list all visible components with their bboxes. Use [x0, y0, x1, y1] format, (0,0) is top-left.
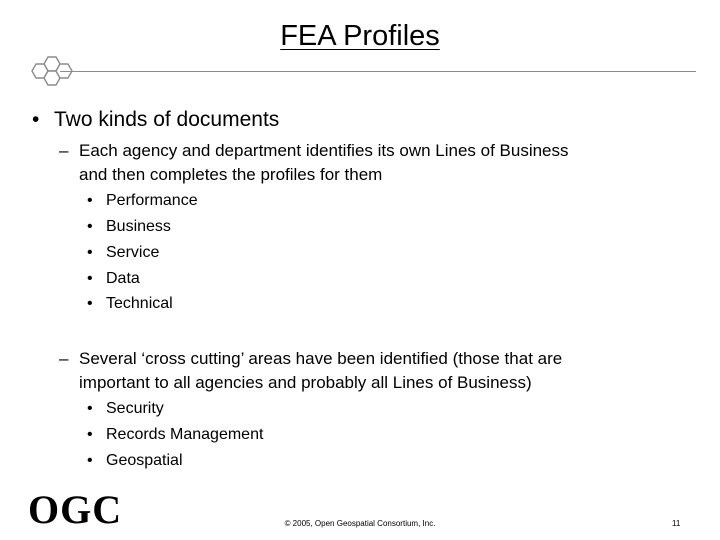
bullet-icon: •: [32, 108, 40, 131]
sub-bullet-2-line-1: Several ‘cross cutting’ areas have been identified (those that are: [79, 349, 563, 368]
dash-icon: –: [59, 349, 69, 368]
bullet-icon: •: [87, 218, 93, 235]
list-item: Records Management: [106, 426, 264, 443]
list-item: Data: [106, 270, 140, 287]
bullet-icon: •: [87, 400, 93, 417]
list-item: Business: [106, 218, 171, 235]
list-item: Geospatial: [106, 452, 183, 469]
dash-icon: –: [59, 141, 69, 160]
main-bullet-text: Two kinds of documents: [54, 108, 280, 131]
sub-bullet-1-line-1: Each agency and department identifies its own Lines of Business: [79, 141, 569, 160]
list-item: Technical: [106, 295, 173, 312]
bullet-icon: •: [87, 192, 93, 209]
bullet-icon: •: [87, 295, 93, 312]
ogc-logo: OGC: [28, 487, 123, 532]
list-item: Performance: [106, 192, 198, 209]
hexagon-logo-icon: [22, 56, 74, 96]
bullet-icon: •: [87, 426, 93, 443]
list-item: Service: [106, 244, 160, 261]
title-divider: [60, 71, 696, 72]
slide-title: FEA Profiles: [280, 20, 440, 52]
bullet-icon: •: [87, 452, 93, 469]
bullet-icon: •: [87, 270, 93, 287]
list-item: Security: [106, 400, 164, 417]
footer-copyright: © 2005, Open Geospatial Consortium, Inc.: [284, 519, 436, 528]
bullet-icon: •: [87, 244, 93, 261]
page-number: 11: [672, 519, 681, 528]
sub-bullet-1-line-2: and then completes the profiles for them: [79, 165, 383, 184]
sub-bullet-2-line-2: important to all agencies and probably all Lines of Business): [79, 373, 532, 392]
